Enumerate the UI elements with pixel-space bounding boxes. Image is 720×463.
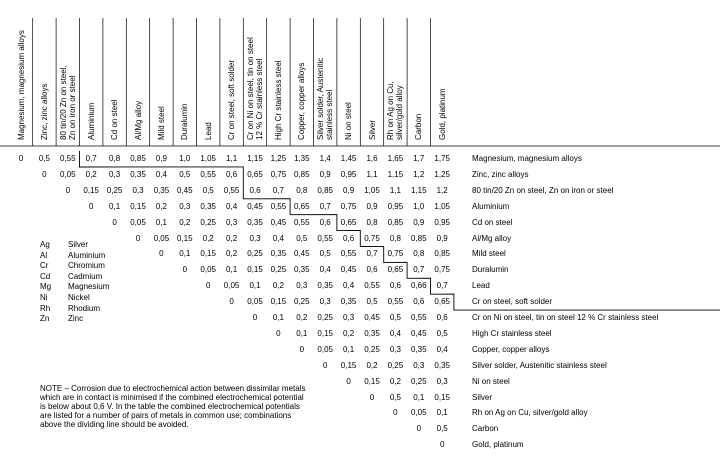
table-cell: 0,05: [247, 297, 263, 307]
table-cell: 0,75: [270, 169, 287, 179]
table-cell: 1,4: [319, 154, 331, 163]
table-cell: 1,65: [387, 154, 404, 163]
table-cell: 0: [229, 297, 234, 307]
table-cell: 0,9: [343, 185, 355, 195]
row-label: Copper, copper alloys: [472, 344, 550, 354]
table-cell: 0,5: [179, 169, 191, 179]
row-label: Zinc, zinc alloys: [472, 169, 529, 179]
table-cell: 1,25: [270, 154, 287, 163]
table-cell: 0: [416, 424, 422, 434]
table-cell: 0,9: [436, 233, 448, 243]
abbreviation-name: Nickel: [68, 293, 90, 302]
table-cell: 0,35: [247, 217, 263, 227]
table-cell: 0,45: [294, 249, 310, 259]
table-cell: 0,2: [155, 201, 167, 211]
table-cell: 0,95: [434, 217, 450, 227]
abbreviation-symbol: Ni: [40, 293, 48, 302]
table-cell: 0,5: [389, 392, 401, 402]
table-cell: 0,45: [270, 217, 287, 227]
column-header: Lead: [203, 122, 213, 140]
table-cell: 0,3: [343, 313, 355, 322]
table-cell: 0: [182, 265, 188, 275]
column-header: Rh on Ag on Cu, silver/gold alloy: [386, 81, 405, 140]
table-cell: 0,85: [387, 217, 404, 227]
abbreviation-symbol: Cd: [40, 271, 51, 281]
table-cell: 0,65: [294, 201, 310, 211]
column-header: Ni on steel: [344, 102, 354, 140]
column-header: Mild steel: [156, 106, 166, 140]
table-cell: 0,15: [340, 360, 357, 370]
table-cell: 0,45: [177, 185, 193, 195]
table-cell: 1,45: [340, 154, 357, 163]
table-cell: 0,15: [317, 328, 333, 338]
table-cell: 0,1: [226, 265, 238, 275]
table-cell: 0,4: [436, 344, 448, 354]
table-cell: 0,3: [179, 201, 191, 211]
table-cell: 0,05: [153, 233, 170, 243]
table-cell: 0,2: [226, 233, 238, 243]
table-cell: 0,1: [155, 217, 167, 227]
table-cell: 0: [18, 154, 24, 163]
table-cell: 0: [159, 249, 164, 259]
column-header: High Cr stainless steel: [273, 60, 283, 140]
table-cell: 0,1: [436, 408, 448, 418]
table-cell: 1,05: [364, 185, 380, 195]
table-cell: 0,15: [434, 392, 450, 402]
table-cell: 0,5: [296, 233, 308, 243]
table-cell: 0,4: [389, 328, 401, 338]
table-cell: 0,95: [340, 169, 357, 179]
abbreviation-symbol: Mg: [40, 282, 52, 292]
table-cell: 0,7: [272, 185, 284, 195]
table-cell: 0,6: [366, 265, 378, 275]
abbreviation-name: Silver: [68, 240, 89, 249]
table-cell: 0,2: [202, 233, 214, 243]
table-cell: 0,2: [389, 376, 401, 386]
table-cell: 0,45: [247, 201, 263, 211]
table-cell: 0,65: [247, 169, 263, 179]
table-cell: 0,55: [340, 249, 357, 259]
column-header: Al/Mg alloy: [133, 100, 143, 140]
table-cell: 1,1: [226, 154, 238, 163]
abbreviation-symbol: Ag: [40, 240, 50, 249]
table-cell: 0,05: [317, 344, 333, 354]
abbreviation-symbol: Rh: [40, 303, 51, 313]
table-cell: 1,0: [413, 201, 425, 211]
row-label: Cd on steel: [472, 217, 513, 227]
table-cell: 0,3: [413, 360, 425, 370]
table-cell: 0,05: [60, 169, 76, 179]
table-cell: 0,2: [179, 217, 191, 227]
table-cell: 1,15: [411, 185, 427, 195]
table-cell: 0,35: [294, 265, 310, 275]
table-cell: 0,7: [436, 281, 448, 291]
table-cell: 0,7: [85, 154, 97, 163]
column-header: Gold, platinum: [437, 88, 447, 140]
table-cell: 0,8: [366, 217, 378, 227]
table-cell: 1,05: [434, 201, 450, 211]
table-cell: 1,6: [366, 154, 378, 163]
table-cell: 1,35: [294, 154, 310, 163]
table-cell: 1,7: [413, 154, 425, 163]
table-cell: 0,55: [223, 185, 240, 195]
row-label: 80 tin/20 Zn on steel, Zn on iron or steel: [472, 185, 614, 195]
table-cell: 0,6: [436, 313, 448, 322]
abbreviation-name: Rhodium: [68, 303, 101, 313]
table-cell: 0,65: [434, 297, 450, 307]
table-cell: 0,6: [389, 281, 401, 291]
table-cell: 0: [299, 344, 305, 354]
table-cell: 1,0: [179, 154, 191, 163]
table-cell: 0,55: [411, 313, 427, 322]
table-cell: 0,45: [364, 313, 380, 322]
table-cell: 1,2: [436, 185, 448, 195]
table-cell: 0,9: [155, 154, 167, 163]
table-cell: 0,75: [387, 249, 404, 259]
table-cell: 0,15: [270, 297, 287, 307]
table-cell: 1,25: [434, 169, 450, 179]
table-cell: 0,5: [389, 313, 401, 322]
table-cell: 0,85: [434, 249, 450, 259]
table-cell: 0,4: [226, 201, 238, 211]
table-cell: 0,5: [202, 185, 214, 195]
table-cell: 0,1: [343, 344, 355, 354]
table-cell: 0,05: [411, 408, 427, 418]
column-header: Duralumin: [180, 103, 190, 140]
table-cell: 0,35: [364, 328, 380, 338]
table-cell: 0,15: [200, 249, 216, 259]
table-cell: 0,05: [223, 281, 240, 291]
table-cell: 0,25: [106, 185, 123, 195]
column-header: Silver: [367, 119, 377, 140]
table-cell: 0,25: [294, 297, 310, 307]
table-cell: 0,35: [411, 344, 427, 354]
table-cell: 0,35: [317, 281, 333, 291]
table-cell: 0,6: [319, 217, 331, 227]
table-cell: 0,3: [296, 281, 308, 291]
abbreviation-name: Magnesium: [68, 282, 110, 292]
table-cell: 0,15: [247, 265, 263, 275]
table-cell: 0,25: [411, 376, 427, 386]
table-cell: 0,15: [130, 201, 146, 211]
table-cell: 0: [65, 185, 71, 195]
table-cell: 0,65: [387, 265, 404, 275]
column-header: Magnesium, magnesium alloys: [16, 30, 26, 140]
table-cell: 0,1: [413, 392, 425, 402]
table-cell: 0,25: [364, 344, 380, 354]
table-cell: 0,35: [130, 169, 146, 179]
row-label: Lead: [472, 281, 490, 291]
table-cell: 0,7: [413, 265, 425, 275]
table-cell: 0,2: [85, 169, 97, 179]
table-cell: 0,5: [436, 328, 448, 338]
table-cell: 0,1: [249, 281, 261, 291]
table-cell: 0,25: [387, 360, 404, 370]
table-cell: 0,15: [364, 376, 380, 386]
table-cell: 0,55: [60, 154, 76, 163]
table-cell: 0: [112, 217, 117, 227]
table-cell: 0,1: [179, 249, 191, 259]
table-cell: 0,2: [343, 328, 355, 338]
table-cell: 0,7: [319, 201, 331, 211]
table-cell: 0,25: [200, 217, 216, 227]
note-text: NOTE – Corrosion due to electrochemical action between dissimilar metals which are in contact is minimised if the combined electrochemical potential is below about 0,6 V. In the table the combined electrochemical potentials are listed for a number of pairs of metals in common use; combinations above the dividing line should be avoided.: [40, 384, 306, 429]
table-cell: 1,1: [389, 185, 401, 195]
table-cell: 0,3: [132, 185, 144, 195]
table-cell: 0,25: [270, 265, 287, 275]
row-label: Cr on Ni on steel, tin on steel 12 % Cr stainless steel: [472, 313, 659, 322]
table-cell: 0,3: [436, 376, 448, 386]
table-cell: 0,2: [366, 360, 378, 370]
table-cell: 0,15: [177, 233, 193, 243]
table-cell: 0,8: [296, 185, 308, 195]
table-cell: 0,45: [411, 328, 427, 338]
row-label: Magnesium, magnesium alloys: [472, 154, 582, 163]
table-cell: 0,75: [434, 265, 450, 275]
table-cell: 0: [252, 313, 258, 322]
column-header: Zinc, zinc alloys: [39, 83, 49, 140]
row-label: Cr on steel, soft solder: [472, 297, 553, 307]
table-cell: 0,1: [109, 201, 121, 211]
table-cell: 0: [369, 392, 375, 402]
table-cell: 0,2: [272, 281, 284, 291]
table-cell: 0,35: [153, 185, 170, 195]
abbreviation-symbol: Zn: [40, 314, 50, 324]
table-cell: 0,85: [294, 169, 310, 179]
table-cell: 0,5: [436, 424, 448, 434]
abbreviation-name: Cadmium: [68, 271, 103, 281]
table-cell: 0,85: [317, 185, 333, 195]
table-cell: 0: [276, 328, 281, 338]
table-cell: 0,6: [226, 169, 238, 179]
table-cell: 0,6: [413, 297, 425, 307]
row-label: Carbon: [472, 424, 499, 434]
table-cell: 0,8: [389, 233, 401, 243]
table-cell: 0,7: [366, 249, 378, 259]
table-cell: 0,65: [340, 217, 357, 227]
column-header: Silver solder, Austenitic stainless steel: [316, 57, 335, 140]
table-cell: 0,05: [200, 265, 216, 275]
table-cell: 0,5: [366, 297, 378, 307]
table-cell: 0,55: [364, 281, 380, 291]
row-label: Mild steel: [472, 249, 506, 259]
table-cell: 0,75: [340, 201, 357, 211]
table-cell: 0,3: [249, 233, 261, 243]
table-cell: 0: [135, 233, 141, 243]
column-header: Cd on steel: [110, 99, 120, 140]
table-cell: 0,4: [319, 265, 331, 275]
table-cell: 0,2: [226, 249, 238, 259]
table-cell: 0,35: [200, 201, 216, 211]
column-header: Aluminium: [86, 102, 96, 140]
table-cell: 0,3: [389, 344, 401, 354]
table-cell: 0,4: [155, 169, 167, 179]
column-header: Cr on Ni on steel, tin on steel 12 % Cr stainless steel: [246, 37, 264, 140]
abbreviation-name: Chromium: [68, 261, 105, 271]
column-header: Cr on steel, soft solder: [227, 59, 237, 140]
table-cell: 0,1: [272, 313, 284, 322]
row-label: Gold, platinum: [472, 440, 524, 450]
row-label: Ni on steel: [472, 376, 510, 386]
table-cell: 0,3: [319, 297, 331, 307]
table-cell: 0,25: [317, 313, 333, 322]
table-cell: 1,15: [387, 169, 404, 179]
row-label: Al/Mg alloy: [472, 233, 512, 243]
table-cell: 0,95: [387, 201, 404, 211]
row-label: High Cr stainless steel: [472, 328, 552, 338]
table-cell: 0: [42, 169, 47, 179]
row-label: Silver solder, Austenitic stainless steel: [472, 360, 607, 370]
table-cell: 0,3: [109, 169, 121, 179]
table-cell: 0,55: [317, 233, 333, 243]
table-cell: 0,25: [247, 249, 263, 259]
table-cell: 0,35: [434, 360, 450, 370]
table-cell: 0: [393, 408, 398, 418]
table-cell: 0,6: [249, 185, 261, 195]
table-cell: 1,75: [434, 154, 450, 163]
table-cell: 1,15: [247, 154, 263, 163]
row-label: Rh on Ag on Cu, silver/gold alloy: [472, 408, 588, 418]
table-cell: 0: [322, 360, 328, 370]
table-cell: 0,66: [411, 281, 427, 291]
table-cell: 0,6: [343, 233, 355, 243]
table-cell: 0,8: [109, 154, 121, 163]
table-cell: 0,35: [270, 249, 287, 259]
row-label: Silver: [472, 392, 493, 402]
table-cell: 0,55: [294, 217, 310, 227]
table-cell: 0,9: [413, 217, 425, 227]
table-cell: 0,15: [83, 185, 99, 195]
column-header: Copper, copper alloys: [297, 62, 307, 140]
table-cell: 0,85: [411, 233, 427, 243]
table-cell: 0,9: [319, 169, 331, 179]
table-cell: 0,85: [130, 154, 146, 163]
column-header: Carbon: [414, 113, 424, 140]
table-cell: 0: [88, 201, 94, 211]
abbreviation-symbol: Al: [40, 250, 48, 260]
table-cell: 0,55: [200, 169, 216, 179]
table-cell: 0,55: [387, 297, 404, 307]
row-label: Aluminium: [472, 201, 510, 211]
table-cell: 0,1: [296, 328, 308, 338]
table-cell: 1,05: [200, 154, 216, 163]
table-cell: 0: [205, 281, 211, 291]
table-cell: 0: [439, 440, 445, 450]
row-label: Duralumin: [472, 265, 509, 275]
column-header: 80 tin/20 Zn on steel, Zn on iron or steel: [58, 65, 77, 140]
table-cell: 0,4: [272, 233, 284, 243]
table-cell: 1,1: [366, 169, 378, 179]
table-cell: 0,35: [340, 297, 357, 307]
table-cell: 1,2: [413, 169, 425, 179]
table-cell: 0,5: [319, 249, 331, 259]
table-cell: 0,75: [364, 233, 380, 243]
table-cell: 0,4: [343, 281, 355, 291]
table-cell: 0,55: [270, 201, 287, 211]
table-cell: 0,2: [296, 313, 308, 322]
abbreviation-name: Zinc: [68, 314, 84, 324]
table-cell: 0,3: [226, 217, 238, 227]
table-cell: 0: [346, 376, 351, 386]
table-cell: 0,45: [340, 265, 357, 275]
table-cell: 0,05: [130, 217, 146, 227]
abbreviation-name: Aluminium: [68, 250, 106, 260]
abbreviation-symbol: Cr: [40, 261, 49, 271]
table-cell: 0,5: [38, 154, 50, 163]
table-cell: 0,8: [413, 249, 425, 259]
table-cell: 0,9: [366, 201, 378, 211]
